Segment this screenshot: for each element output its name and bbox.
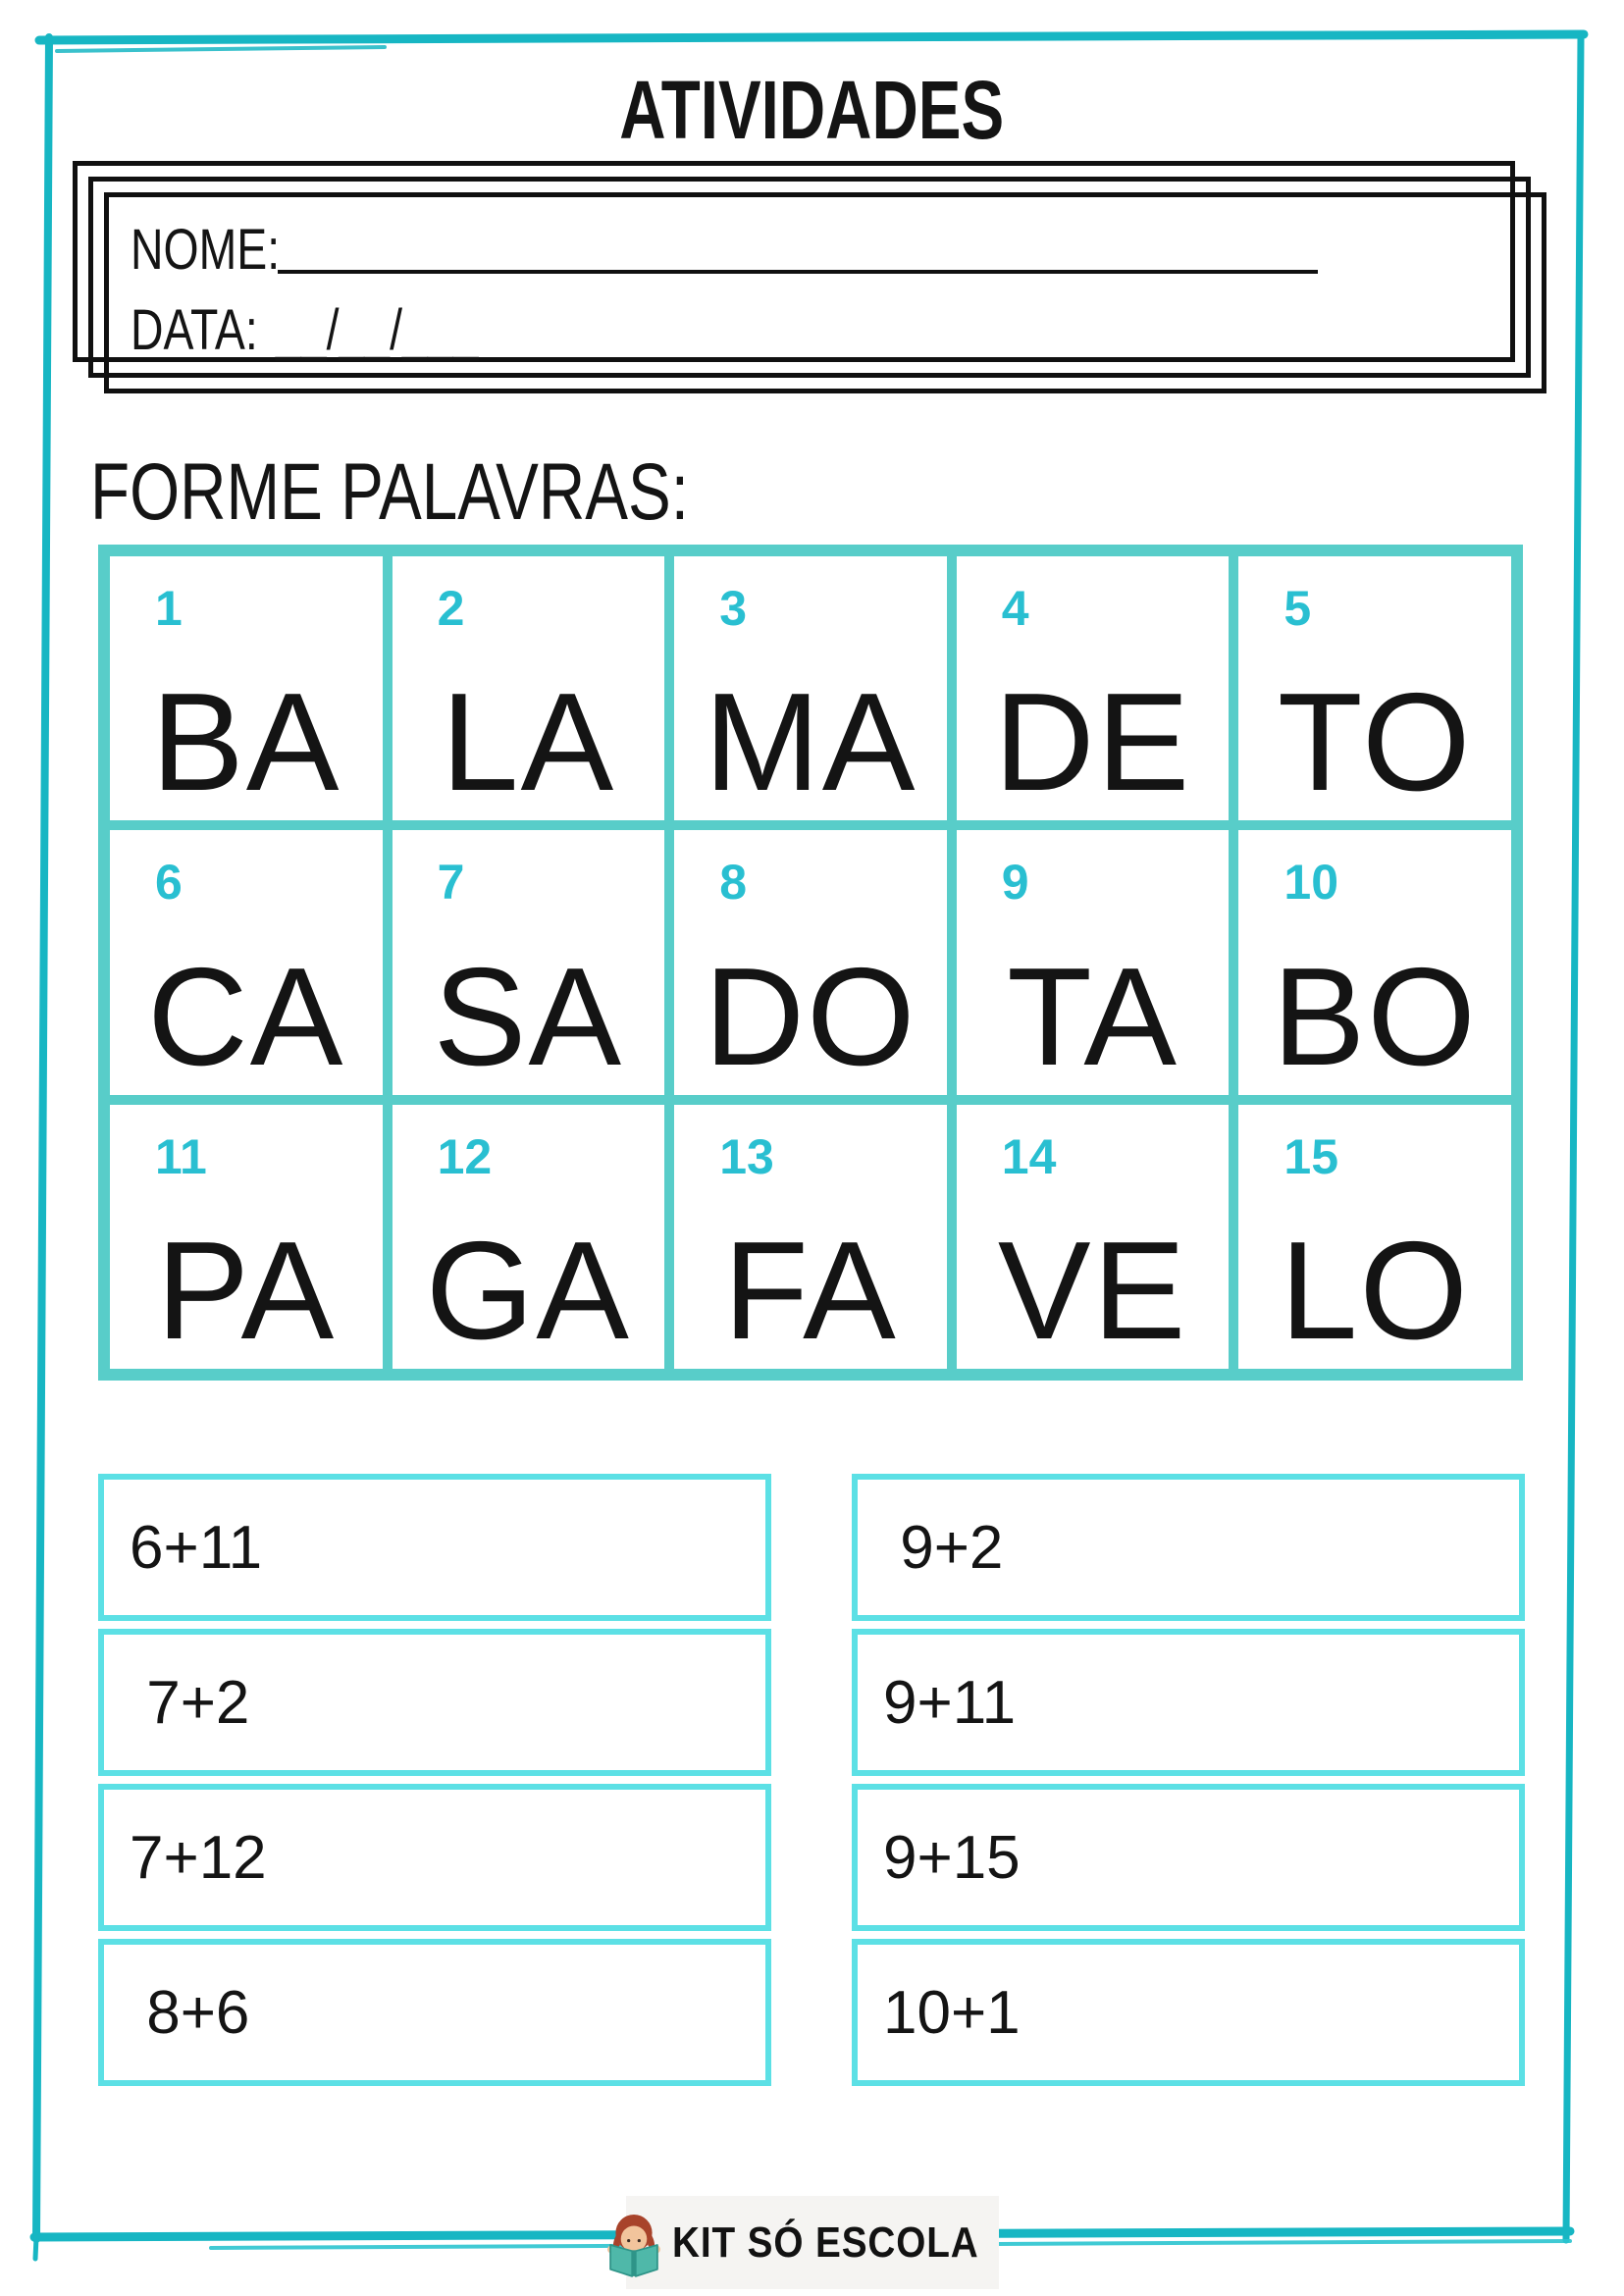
answer-box-right-4[interactable] (852, 1939, 1525, 2086)
syllable-text: TA (1007, 938, 1179, 1095)
syllable-card-2 (393, 556, 665, 820)
name-label: NOME: (131, 218, 281, 283)
syllable-card-15 (1238, 1105, 1511, 1369)
answer-box-right-2[interactable] (852, 1629, 1525, 1776)
syllable-text: LO (1280, 1213, 1470, 1369)
syllable-text: TO (1277, 664, 1473, 821)
answer-box-left-1[interactable] (98, 1474, 771, 1621)
syllable-number: 3 (719, 581, 747, 636)
syllable-text: LA (441, 664, 616, 821)
answer-clue: 7+12 (130, 1823, 267, 1892)
syllable-number: 9 (1001, 855, 1029, 911)
syllable-text: VE (997, 1213, 1188, 1369)
syllable-number: 7 (437, 855, 465, 911)
syllable-card-1 (110, 556, 383, 820)
answer-clue: 10+1 (883, 1978, 1021, 2047)
date-field-row (131, 282, 1526, 362)
syllable-text: BA (151, 664, 341, 821)
answer-clue: 7+2 (130, 1668, 250, 1737)
answer-box-left-3[interactable] (98, 1784, 771, 1931)
answer-clue: 8+6 (130, 1978, 250, 2047)
section-heading (90, 446, 838, 539)
syllable-number: 5 (1283, 581, 1312, 636)
syllable-text: BO (1272, 938, 1478, 1095)
syllable-text: MA (704, 664, 917, 821)
page-title (0, 63, 1624, 158)
name-fill-line[interactable] (278, 225, 1318, 274)
syllable-card-3 (674, 556, 947, 820)
syllable-number: 12 (437, 1128, 493, 1184)
syllable-card-10 (1238, 830, 1511, 1094)
answer-clue: 9+11 (883, 1668, 1017, 1737)
date-label: DATA: (131, 298, 258, 363)
syllable-card-4 (957, 556, 1230, 820)
syllable-card-5 (1238, 556, 1511, 820)
syllable-number: 1 (155, 581, 183, 636)
syllable-text: CA (147, 938, 345, 1095)
syllable-number: 15 (1283, 1128, 1339, 1184)
syllable-card-14 (957, 1105, 1230, 1369)
answer-clue: 9+2 (883, 1513, 1004, 1582)
syllable-card-6 (110, 830, 383, 1094)
syllable-text: GA (425, 1213, 631, 1369)
page-title-text: ATIVIDADES (619, 64, 1005, 156)
syllable-number: 13 (719, 1128, 774, 1184)
answer-clue: 9+15 (883, 1823, 1021, 1892)
answer-box-right-1[interactable] (852, 1474, 1525, 1621)
syllable-card-8 (674, 830, 947, 1094)
answer-box-right-3[interactable] (852, 1784, 1525, 1931)
syllable-card-11 (110, 1105, 383, 1369)
syllable-grid (98, 545, 1523, 1381)
syllable-number: 14 (1001, 1128, 1057, 1184)
syllable-text: SA (433, 938, 624, 1095)
answer-box-left-4[interactable] (98, 1939, 771, 2086)
section-heading-text: FORME PALAVRAS: (90, 447, 689, 537)
syllable-number: 2 (437, 581, 465, 636)
name-field-row (131, 201, 1526, 282)
syllable-text: DE (993, 664, 1192, 821)
syllable-text: FA (723, 1213, 898, 1369)
syllable-card-7 (393, 830, 665, 1094)
syllable-card-12 (393, 1105, 665, 1369)
syllable-number: 11 (155, 1128, 207, 1184)
answer-column-right (852, 1474, 1525, 2094)
reading-girl-icon (603, 2209, 664, 2281)
brand-text: KIT SÓ ESCOLA (672, 2218, 979, 2267)
syllable-card-9 (957, 830, 1230, 1094)
name-date-box (88, 177, 1531, 378)
syllable-text: DO (704, 938, 917, 1095)
syllable-number: 8 (719, 855, 747, 911)
footer-logo (626, 2196, 999, 2289)
syllable-number: 10 (1283, 855, 1339, 911)
syllable-number: 4 (1001, 581, 1029, 636)
syllable-text: PA (156, 1213, 337, 1369)
syllable-card-13 (674, 1105, 947, 1369)
date-fill-blanks[interactable]: __/__/___ (276, 298, 479, 363)
syllable-number: 6 (155, 855, 183, 911)
answer-column-left (98, 1474, 771, 2094)
answer-box-left-2[interactable] (98, 1629, 771, 1776)
answer-clue: 6+11 (130, 1513, 263, 1582)
